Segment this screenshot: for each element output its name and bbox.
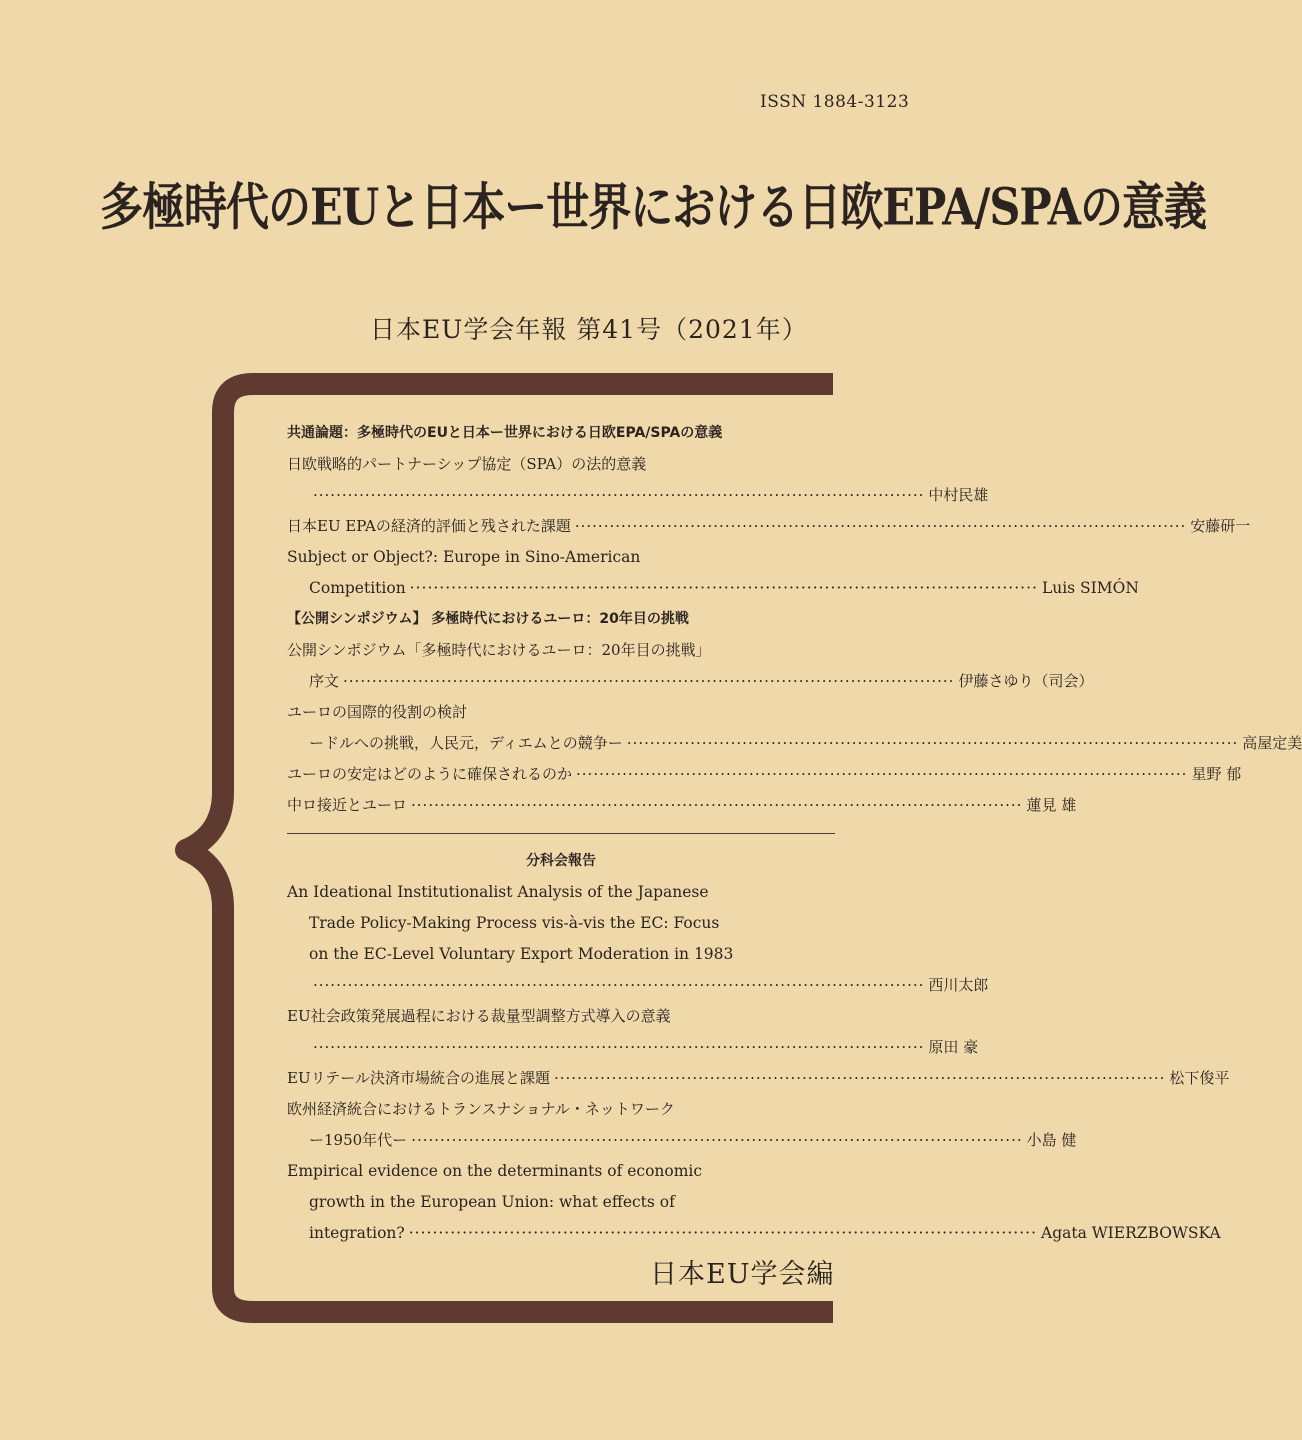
toc-item-author: Agata WIERZBOWSKA bbox=[1041, 1224, 1221, 1242]
toc-item-title: Competition bbox=[309, 579, 406, 597]
toc-item bbox=[287, 573, 1139, 604]
toc-item-author: 原田 豪 bbox=[928, 1038, 979, 1056]
leader-dots bbox=[313, 1032, 924, 1063]
toc-item-title: ユーロの国際的役割の検討 bbox=[287, 703, 468, 721]
toc-item-author-line bbox=[287, 970, 989, 1001]
toc-item-author: 小島 健 bbox=[1026, 1131, 1077, 1149]
toc-item bbox=[287, 666, 1094, 697]
toc-item-author: 西川太郎 bbox=[928, 976, 989, 994]
leader-dots bbox=[313, 480, 924, 511]
toc-item-title: ードルへの挑戦，人民元，ディエムとの競争ー bbox=[309, 734, 623, 752]
table-of-contents bbox=[287, 418, 1302, 1249]
section-divider bbox=[287, 833, 835, 834]
leader-dots bbox=[554, 1063, 1165, 1094]
journal-subtitle: 日本EU学会年報 第41号（2021年） bbox=[370, 315, 808, 344]
toc-item-author: 中村民雄 bbox=[928, 486, 989, 504]
toc-item-author-line bbox=[287, 1032, 979, 1063]
toc-item-title: Empirical evidence on the determinants of economic bbox=[287, 1162, 703, 1180]
toc-item-author-line bbox=[287, 480, 989, 511]
toc-item-author: 高屋定美 bbox=[1242, 734, 1302, 752]
leader-dots bbox=[627, 728, 1238, 759]
toc-item bbox=[287, 1063, 1230, 1094]
toc-item-title: ー1950年代ー bbox=[309, 1131, 408, 1149]
toc-item-author: 星野 郁 bbox=[1191, 765, 1242, 783]
toc-item-title: integration? bbox=[309, 1224, 405, 1242]
toc-item-title: Trade Policy-Making Process vis-à-vis the EC: Focus bbox=[309, 914, 720, 932]
toc-item-title: 序文 bbox=[309, 672, 340, 690]
toc-item-title: 日欧戦略的パートナーシップ協定（SPA）の法的意義 bbox=[287, 455, 647, 473]
leader-dots bbox=[343, 666, 954, 697]
section-head-sessions: 分科会報告 bbox=[526, 853, 596, 869]
toc-item-title: EU社会政策発展過程における裁量型調整方式導入の意義 bbox=[287, 1007, 671, 1025]
toc-item bbox=[287, 511, 1251, 542]
leader-dots bbox=[411, 790, 1022, 821]
book-title: 多極時代のEUと日本ー世界における日欧EPA/SPAの意義 bbox=[100, 178, 1206, 238]
issn-number: ISSN 1884-3123 bbox=[760, 92, 910, 112]
editor-credit: 日本EU学会編 bbox=[650, 1259, 835, 1290]
leader-dots bbox=[411, 1125, 1022, 1156]
toc-item bbox=[287, 759, 1242, 790]
toc-item-author: Luis SIMÓN bbox=[1041, 579, 1139, 597]
leader-dots bbox=[575, 511, 1186, 542]
toc-item-title: 欧州経済統合におけるトランスナショナル・ネットワーク bbox=[287, 1100, 675, 1118]
toc-item bbox=[287, 728, 1302, 759]
toc-item bbox=[287, 1125, 1077, 1156]
toc-item-title: An Ideational Institutionalist Analysis of the Japanese bbox=[287, 883, 709, 901]
toc-item-title: 中ロ接近とユーロ bbox=[287, 796, 408, 814]
toc-item-author: 蓮見 雄 bbox=[1026, 796, 1077, 814]
toc-item-title: 日本EU EPAの経済的評価と残された課題 bbox=[287, 517, 571, 535]
leader-dots bbox=[313, 970, 924, 1001]
toc-item-title: 公開シンポジウム「多極時代におけるユーロ：20年目の挑戦」 bbox=[287, 641, 711, 659]
toc-item-title: growth in the European Union: what effects of bbox=[309, 1193, 675, 1211]
toc-item-title: ユーロの安定はどのように確保されるのか bbox=[287, 765, 573, 783]
toc-item-author: 松下俊平 bbox=[1169, 1069, 1230, 1087]
toc-item bbox=[287, 1218, 1221, 1249]
leader-dots bbox=[410, 573, 1038, 604]
leader-dots bbox=[409, 1218, 1037, 1249]
toc-item-title: EUリテール決済市場統合の進展と課題 bbox=[287, 1069, 550, 1087]
toc-item-author: 伊藤さゆり（司会） bbox=[958, 672, 1094, 690]
toc-item-title: Subject or Object?: Europe in Sino-American bbox=[287, 548, 641, 566]
leader-dots bbox=[576, 759, 1187, 790]
toc-item-title: on the EC-Level Voluntary Export Moderation in 1983 bbox=[309, 945, 734, 963]
toc-item bbox=[287, 790, 1077, 821]
section-head-symposium: 【公開シンポジウム】 多極時代におけるユーロ：20年目の挑戦 bbox=[287, 611, 689, 627]
toc-item-author: 安藤研一 bbox=[1190, 517, 1251, 535]
section-head-common-theme: 共通論題：多極時代のEUと日本ー世界における日欧EPA/SPAの意義 bbox=[287, 425, 723, 441]
